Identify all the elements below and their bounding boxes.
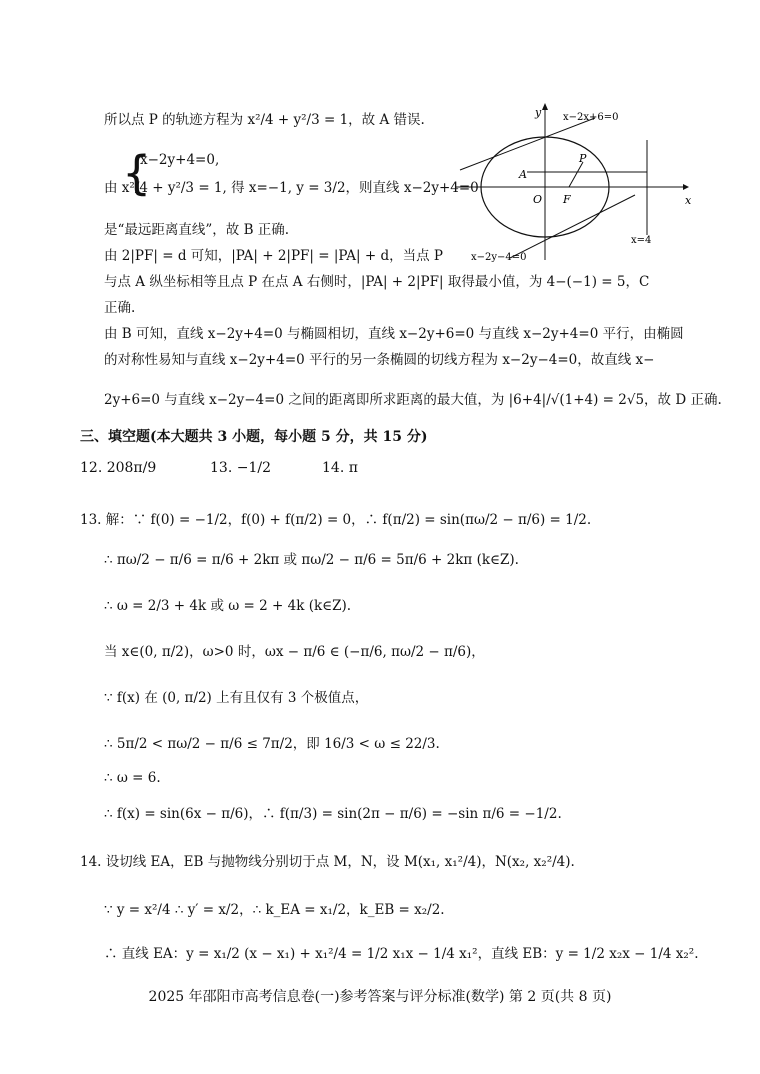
text-line-3: 由 x²/4 + y²/3 = 1, 得 x=−1, y = 3/2，则直线 x−2y+4=0 [104,180,479,196]
label-line-top: x−2x+6=0 [563,112,619,123]
text-line-2: x−2y+4=0, [140,152,220,168]
segment-pf [569,162,583,187]
sol13-line-6: ∴ 5π/2 < πω/2 − π/6 ≤ 7π/2，即 16/3 < ω ≤ 22/3. [104,736,440,752]
label-x: x [685,194,692,207]
sol14-line-1: 14. 设切线 EA，EB 与抛物线分别切于点 M，N，设 M(x₁, x₁²/4)，N(x₂, x₂²/4). [80,854,575,870]
label-line-bottom: x−2y−4=0 [471,252,527,263]
text-line-1: 所以点 P 的轨迹方程为 x²/4 + y²/3 = 1，故 A 错误. [104,112,425,128]
text-line-4: 是“最远距离直线”，故 B 正确. [104,222,290,238]
text-line-7: 正确. [104,300,136,316]
y-axis-arrow [542,103,548,110]
tangent-line-top [460,118,595,170]
answer-12: 12. 208π/9 [80,460,157,476]
section-title: 三、填空题(本大题共 3 小题，每小题 5 分，共 15 分) [80,429,428,445]
label-y: y [535,106,542,119]
text-line-5: 由 2|PF| = d 可知，|PA| + 2|PF| = |PA| + d，当点 P [104,248,443,264]
tangent-line-bottom [510,195,635,258]
label-o: O [533,193,543,206]
sol13-line-4: 当 x∈(0, π/2)，ω>0 时，ωx − π/6 ∈ (−π/6, πω/2 − π/6)， [104,644,485,660]
text-line-6: 与点 A 纵坐标相等且点 P 在点 A 右侧时，|PA| + 2|PF| 取得最小值，为 4−(−1) = 5，C [104,274,650,290]
answer-14: 14. π [322,460,358,476]
text-line-10: 2y+6=0 与直线 x−2y−4=0 之间的距离即所求距离的最大值，为 |6+4|/√(1+4) = 2√5，故 D 正确. [104,392,722,408]
answer-13: 13. −1/2 [210,460,271,476]
label-p: P [579,152,587,165]
sol14-line-2: ∵ y = x²/4 ∴ y′ = x/2，∴ k_EA = x₁/2，k_EB = x₂/2. [104,902,445,918]
ellipse-graph [455,100,695,265]
label-f: F [563,193,571,206]
x-axis-arrow [683,184,689,190]
label-a: A [519,168,527,181]
sol13-line-3: ∴ ω = 2/3 + 4k 或 ω = 2 + 4k (k∈Z). [104,598,352,614]
label-x4: x=4 [631,235,652,246]
sol13-line-2: ∴ πω/2 − π/6 = π/6 + 2kπ 或 πω/2 − π/6 = 5π/6 + 2kπ (k∈Z). [104,552,519,568]
sol14-line-3: ∴ 直线 EA：y = x₁/2 (x − x₁) + x₁²/4 = 1/2 x₁x − 1/4 x₁²，直线 EB：y = 1/2 x₂x − 1/4 x₂². [104,946,699,962]
sol13-line-8: ∴ f(x) = sin(6x − π/6)，∴ f(π/3) = sin(2π − π/6) = −sin π/6 = −1/2. [104,806,562,822]
text-line-8: 由 B 可知，直线 x−2y+4=0 与椭圆相切，直线 x−2y+6=0 与直线 x−2y+4=0 平行，由椭圆 [104,326,684,342]
text-line-9: 的对称性易知与直线 x−2y+4=0 平行的另一条椭圆的切线方程为 x−2y−4=0，故直线 x− [104,352,655,368]
sol13-line-5: ∵ f(x) 在 (0, π/2) 上有且仅有 3 个极值点， [104,690,369,706]
sol13-line-1: 13. 解：∵ f(0) = −1/2，f(0) + f(π/2) = 0，∴ f(π/2) = sin(πω/2 − π/6) = 1/2. [80,512,592,528]
sol13-line-7: ∴ ω = 6. [104,770,161,786]
page-footer: 2025 年邵阳市高考信息卷(一)参考答案与评分标准(数学) 第 2 页(共 8 页) [148,989,612,1005]
system-brace: { [122,146,152,200]
